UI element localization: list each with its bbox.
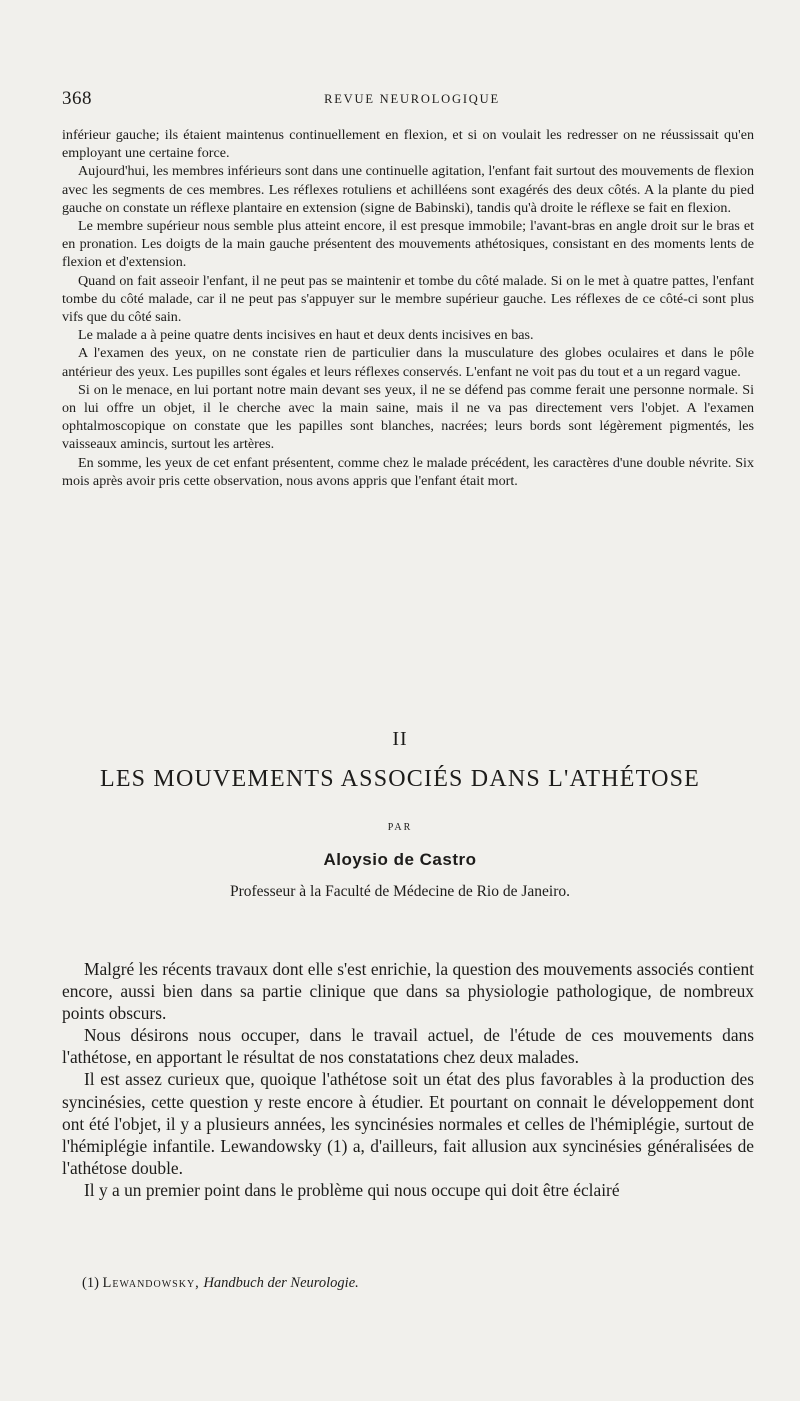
- author-name: Aloysio de Castro: [323, 850, 477, 869]
- author-affiliation: Professeur à la Faculté de Médecine de Rio de Janeiro.: [229, 883, 571, 900]
- page-number: 368: [62, 88, 92, 109]
- article-title: LES MOUVEMENTS ASSOCIÉS DANS L'ATHÉTOSE: [99, 766, 701, 792]
- paragraph: En somme, les yeux de cet enfant présentent, comme chez le malade précédent, les caractères d'une double névrite. Six mois après avoir pris cette observation, nous avons appris que l'enfant était mort.: [62, 454, 754, 489]
- article-body: [62, 958, 754, 1201]
- paragraph: Il est assez curieux que, quoique l'athétose soit un état des plus favorables à la production des syncinésies, cette question y reste encore à étudier. Et pourtant on connait le développement dont ont été l'objet, il y a plusieurs années, les syncinésies normales et celles de l'hémiplégie, surtout de l'hémiplégie infantile. Lewandowsky (1) a, d'ailleurs, fait allusion aux syncinésies généralisées de l'athétose double.: [62, 1069, 754, 1178]
- paragraph: Quand on fait asseoir l'enfant, il ne peut pas se maintenir et tombe du côté malade. Si on le met à quatre pattes, l'enfant tombe du côté malade, car il ne peut pas s'appuyer sur le membre supérieur gauche. Les réflexes de ce côté-ci sont plus vifs que du côté sain.: [62, 272, 754, 326]
- running-title: REVUE NEUROLOGIQUE: [324, 92, 500, 106]
- paragraph: Malgré les récents travaux dont elle s'est enrichie, la question des mouvements associés contient encore, aussi bien dans sa partie clinique que dans sa physiologie pathologique, de nombreux points obscurs.: [62, 959, 754, 1024]
- footnote-author: Lewandowsky,: [102, 1275, 200, 1291]
- paragraph: inférieur gauche; ils étaient maintenus continuellement en flexion, et si on voulait les redresser on ne réussissait qu'en employant une certaine force.: [62, 127, 754, 162]
- paragraph: Si on le menace, en lui portant notre main devant ses yeux, il ne se défend pas comme ferait une personne normale. Si on lui offre un objet, il le cherche avec la main saine, mais il ne va pas directement vers l'objet. A l'examen ophtalmoscopique on constate que les papilles sont blanches, nacrées; leurs bords sont légèrement pigmentés, les vaisseaux amincis, surtout les artères.: [62, 381, 754, 453]
- paragraph: Nous désirons nous occuper, dans le travail actuel, de l'étude de ces mouvements dans l'athétose, en apportant le résultat de nos constatations chez deux malades.: [62, 1025, 754, 1068]
- page-header: [62, 88, 762, 112]
- paragraph: Le malade a à peine quatre dents incisives en haut et deux dents incisives en bas.: [78, 327, 534, 344]
- paragraph: A l'examen des yeux, on ne constate rien de particulier dans la musculature des globes oculaires et dans le pôle antérieur des yeux. Les pupilles sont égales et leurs réflexes conservés. L'enfant ne voit pas du tout et a un regard vague.: [62, 345, 754, 380]
- footnote-marker: (1): [82, 1275, 99, 1291]
- paragraph: Il y a un premier point dans le problème qui nous occupe qui doit être éclairé: [84, 1179, 620, 1200]
- byline-par: PAR: [387, 822, 413, 833]
- footnote-title: Handbuch der Neurologie.: [203, 1275, 359, 1291]
- section-number: II: [392, 728, 408, 750]
- paragraph: Le membre supérieur nous semble plus atteint encore, il est presque immobile; l'avant-bras en angle droit sur le bras et en pronation. Les doigts de la main gauche présentent des mouvements athétosiques, consistant en des moments lents de flexion et d'extension.: [62, 218, 754, 271]
- previous-article-text: [62, 126, 754, 490]
- footnote: [82, 1275, 359, 1292]
- paragraph: Aujourd'hui, les membres inférieurs sont dans une continuelle agitation, l'enfant fait surtout des mouvements de flexion avec les segments de ces membres. Les réflexes rotuliens et achilléens sont exagérés des deux côtés. A la plante du pied gauche on constate un réflexe plantaire en extension (signe de Babinski), tandis qu'à droite le réflexe se fait en flexion.: [62, 163, 754, 216]
